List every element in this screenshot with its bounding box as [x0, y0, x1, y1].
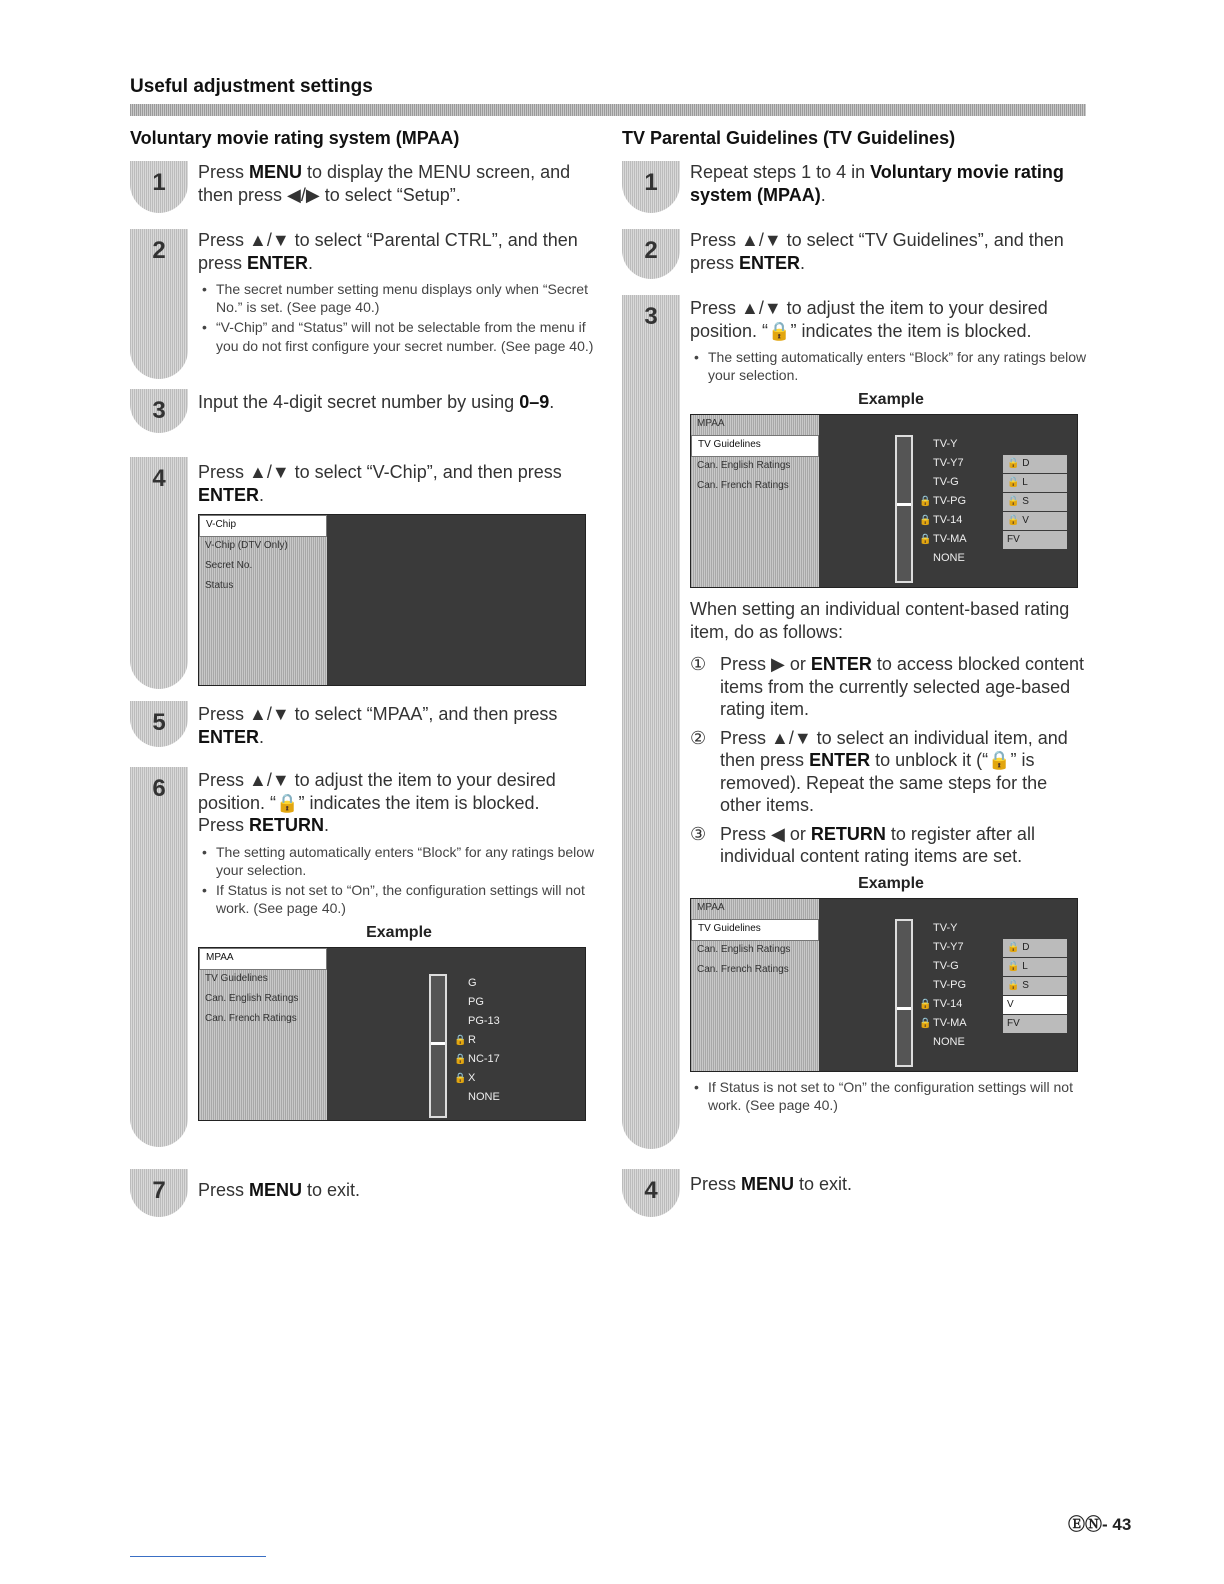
content-cell[interactable]: 🔒 S — [1003, 493, 1067, 511]
rating-item[interactable]: TV-G — [933, 476, 959, 489]
tv-rating-list — [919, 435, 967, 568]
rating-item[interactable]: NONE — [468, 1091, 500, 1104]
lock-icon: 🔒 — [919, 496, 932, 508]
rating-item[interactable]: NONE — [933, 552, 965, 565]
sub-step: ① Press ▶ or ENTER to access blocked content items from the currently selected age-based rating item. — [690, 654, 1085, 720]
sub-step: ② Press ▲/▼ to select an individual item, and then press ENTER to unblock it (“🔒” is removed). Repeat the same steps for the other items. — [690, 727, 1068, 816]
lock-icon: 🔒 — [454, 1073, 467, 1085]
right-column — [622, 128, 1092, 1221]
sub-step: ③ Press ◀ or RETURN to register after all individual content rating items are set. — [690, 823, 1035, 867]
slider-level — [897, 1007, 911, 1010]
rating-slider[interactable] — [895, 919, 913, 1067]
left-section-title: Voluntary movie rating system (MPAA) — [130, 128, 460, 148]
note: • The setting automatically enters “Block” for any ratings below your selection. — [198, 843, 600, 879]
menu-item[interactable]: Can. English Ratings — [697, 943, 791, 955]
content-cell[interactable]: 🔒 S — [1003, 977, 1067, 995]
menu-item[interactable]: Can. English Ratings — [697, 460, 791, 472]
step-badge-7: 7 — [130, 1169, 188, 1217]
step-2-text: Press ▲/▼ to select “Parental CTRL”, and then press ENTER. • The secret number setting menu displays only when “Secret No.” is set. (See page 40.) • “V-Chip” and “Status” will not be selectable from the menu if you do not first configure your secret number. (See page 40.) — [198, 229, 600, 357]
menu-item[interactable]: Can. French Ratings — [697, 480, 789, 492]
menu-item[interactable]: TV Guidelines — [691, 919, 819, 941]
content-cell[interactable]: FV — [1003, 531, 1067, 549]
menu-item[interactable]: MPAA — [199, 948, 327, 970]
note: • If Status is not set to “On”, the configuration settings will not work. (See page 40.) — [198, 881, 600, 917]
step-badge-3: 3 — [130, 389, 188, 433]
rating-item[interactable]: NONE — [933, 1035, 965, 1048]
menu-item[interactable]: Can. French Ratings — [205, 1013, 297, 1025]
lock-icon: 🔒 — [919, 534, 932, 546]
rating-item[interactable]: 🔒 X — [454, 1069, 500, 1088]
menu-item[interactable]: V-Chip — [199, 515, 327, 537]
rating-item[interactable]: 🔒 TV-14 — [919, 511, 967, 530]
lock-icon: 🔒 — [454, 1035, 467, 1047]
tv-menu-panel — [691, 899, 819, 1071]
mpaa-menu-panel — [199, 948, 327, 1120]
right-step-1-text: Repeat steps 1 to 4 in Voluntary movie rating system (MPAA). — [690, 162, 1064, 205]
step-badge-1: 1 — [622, 161, 680, 213]
content-cell[interactable]: 🔒 L — [1003, 958, 1067, 976]
example-label: Example — [858, 391, 924, 409]
slider-level — [897, 503, 911, 506]
tv-guidelines-screen-2 — [690, 898, 1078, 1072]
rating-item[interactable]: TV-Y — [933, 438, 958, 451]
step-badge-6: 6 — [130, 767, 188, 1147]
rating-item[interactable]: 🔒 TV-14 — [919, 995, 967, 1014]
vchip-screen — [198, 514, 586, 686]
content-cell[interactable]: 🔒 D — [1003, 939, 1067, 957]
step-5-text: Press ▲/▼ to select “MPAA”, and then press ENTER. — [198, 704, 558, 747]
content-grid — [1003, 455, 1067, 550]
content-cell[interactable]: V — [1003, 996, 1067, 1014]
right-steps — [622, 161, 1092, 1221]
rating-item[interactable]: G — [468, 977, 477, 990]
rating-slider[interactable] — [895, 435, 913, 583]
menu-item[interactable]: TV Guidelines — [691, 435, 819, 457]
example-label: Example — [366, 924, 432, 942]
menu-item[interactable]: MPAA — [697, 901, 725, 913]
step-6-text: Press ▲/▼ to adjust the item to your desired position. “🔒” indicates the item is blocked. Press RETURN. • The setting automatically enters “Block” for any ratings below your selection. • If Status is not set to “On”, the configuration settings will not work. (See page 40.) Example MPAA TV Guidelines Can. English Ratings Can. French Ratings G PG PG-13 🔒 R 🔒 NC-17 🔒 X NONE — [198, 769, 600, 1121]
note: • If Status is not set to “On” the configuration settings will not work. (See page 40.) — [690, 1078, 1092, 1114]
rating-item[interactable]: 🔒 R — [454, 1031, 500, 1050]
menu-item[interactable]: Secret No. — [205, 560, 253, 571]
content-cell[interactable]: 🔒 V — [1003, 512, 1067, 530]
page-number: ⒺⓃ- 43 — [1068, 1515, 1132, 1534]
tv-rating-list — [919, 919, 967, 1052]
step-badge-3: 3 — [622, 295, 680, 1149]
rating-item[interactable]: TV-Y — [933, 921, 958, 934]
header-rule — [130, 104, 1086, 116]
step-badge-2: 2 — [622, 229, 680, 279]
rating-item[interactable]: TV-G — [933, 959, 959, 972]
lock-icon: 🔒 — [454, 1054, 467, 1066]
content-grid — [1003, 939, 1067, 1034]
rating-item[interactable]: 🔒 TV-MA — [919, 530, 967, 549]
step-badge-1: 1 — [130, 161, 188, 213]
step-badge-4: 4 — [622, 1169, 680, 1217]
lock-icon: 🔒 — [919, 998, 932, 1010]
rating-item[interactable]: TV-PG — [933, 978, 967, 991]
rating-item[interactable]: 🔒 TV-PG — [919, 492, 967, 511]
step-7-text: Press MENU to exit. — [198, 1180, 361, 1200]
lock-icon: 🔒 — [919, 1017, 932, 1029]
menu-item[interactable]: Status — [205, 580, 234, 591]
menu-item[interactable]: V-Chip (DTV Only) — [205, 540, 288, 551]
right-section-title: TV Parental Guidelines (TV Guidelines) — [622, 128, 956, 148]
example-label: Example — [858, 874, 924, 892]
step-3-text: Input the 4-digit secret number by using 0–9. — [198, 392, 555, 412]
note: • “V-Chip” and “Status” will not be selectable from the menu if you do not first configure your secret number. (See page 40.) — [198, 318, 600, 354]
footer-divider — [130, 1556, 266, 1557]
slider-level — [431, 1042, 445, 1045]
page-header: Useful adjustment settings — [130, 76, 373, 97]
rating-item[interactable]: PG — [468, 996, 484, 1009]
menu-item[interactable]: MPAA — [697, 418, 725, 430]
right-step-2-text: Press ▲/▼ to select “TV Guidelines”, and then press ENTER. — [690, 230, 1064, 273]
note: • The secret number setting menu displays only when “Secret No.” is set. (See page 40.) — [198, 280, 600, 316]
right-step-3-text: Press ▲/▼ to adjust the item to your desired position. “🔒” indicates the item is blocked. • The setting automatically enters “Block” for any ratings below your selection. Example MPAA TV Guidelines Can. English Ratings Can. French Ratings TV-Y TV-Y7 TV-G 🔒 TV-PG 🔒 TV-14 🔒 TV-MA NONE 🔒 D 🔒 L 🔒 S 🔒 V FV When setting an individual content-based rating item, do as follows: ① Press ▶ or ENTER to access blocked content items from the currently selected age-based rating item. ② Press ▲/▼ to select an individual item, and then press ENTER to unblock it (“🔒” is removed). Repeat the same steps for the other items. ③ Press ◀ or RETURN to register after all individual content rating items are set. Example MPAA TV Guidelines Can. English Ratings Can. French Ratings TV-Y TV-Y7 TV-G TV-PG 🔒 TV-14 🔒 TV-MA NONE 🔒 D 🔒 L 🔒 S V FV • If Status is not set to “On” the configuration settings will not work. (See page 40.) — [690, 297, 1092, 1116]
menu-item[interactable]: TV Guidelines — [205, 973, 268, 985]
rating-item[interactable]: PG-13 — [468, 1015, 500, 1028]
mpaa-rating-list — [454, 974, 500, 1107]
rating-item[interactable]: TV-Y7 — [933, 457, 964, 470]
rating-item[interactable]: 🔒 TV-MA — [919, 1014, 967, 1033]
mpaa-screen — [198, 947, 586, 1121]
tv-guidelines-screen — [690, 414, 1078, 588]
step-badge-4: 4 — [130, 457, 188, 689]
left-column — [130, 128, 600, 1221]
left-steps — [130, 161, 600, 1221]
content-cell[interactable]: 🔒 L — [1003, 474, 1067, 492]
tv-menu-panel — [691, 415, 819, 587]
content-cell[interactable]: FV — [1003, 1015, 1067, 1033]
note: • The setting automatically enters “Block” for any ratings below your selection. — [690, 348, 1092, 384]
after-text: When setting an individual content-based rating item, do as follows: — [690, 599, 1070, 642]
lock-icon: 🔒 — [919, 515, 932, 527]
content-cell[interactable]: 🔒 D — [1003, 455, 1067, 473]
step-badge-5: 5 — [130, 701, 188, 747]
rating-item[interactable]: 🔒 NC-17 — [454, 1050, 500, 1069]
menu-item[interactable]: Can. French Ratings — [697, 963, 789, 975]
right-step-4-text: Press MENU to exit. — [690, 1174, 853, 1194]
step-badge-2: 2 — [130, 229, 188, 379]
step-1-text: Press MENU to display the MENU screen, and then press ◀/▶ to select “Setup”. — [198, 162, 571, 205]
menu-item[interactable]: Can. English Ratings — [205, 993, 299, 1005]
sub-steps — [690, 653, 1092, 868]
vchip-menu-panel — [199, 515, 327, 685]
rating-slider[interactable] — [429, 974, 447, 1118]
step-4-text: Press ▲/▼ to select “V-Chip”, and then press ENTER. V-Chip V-Chip (DTV Only) Secret No. Status — [198, 461, 600, 686]
rating-item[interactable]: TV-Y7 — [933, 940, 964, 953]
